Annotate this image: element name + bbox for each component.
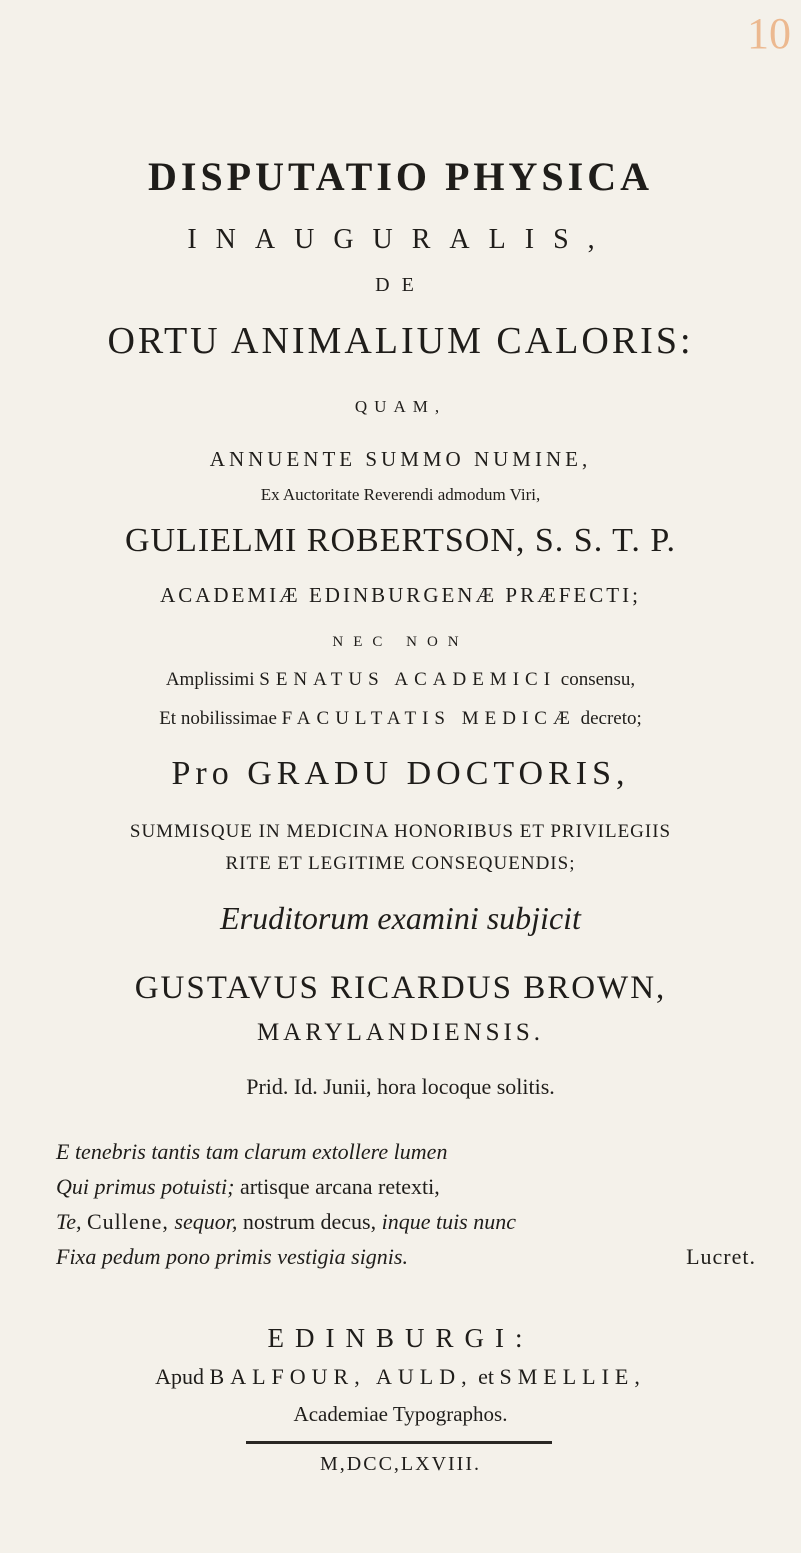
verse-line-3-cullene: Cullene,	[86, 1209, 169, 1234]
verse-line-2-italic: Qui primus potuisti;	[56, 1174, 235, 1199]
printers-et: et	[478, 1364, 494, 1389]
subtitle-inauguralis: INAUGURALIS,	[187, 224, 614, 255]
verse-line-2	[56, 1174, 756, 1200]
nec-non-line: NEC NON	[332, 634, 469, 650]
auctoritate-line: Ex Auctoritate Reverendi admodum Viri,	[260, 485, 541, 504]
eruditorum-line: Eruditorum examini subjicit	[220, 900, 581, 936]
verse-line-3-sequor: sequor,	[174, 1209, 238, 1234]
imprint-place: EDINBURGI:	[267, 1323, 534, 1353]
verse-line-3-tuis: inque tuis nunc	[381, 1209, 517, 1234]
date-of-defense: Prid. Id. Junii, hora locoque solitis.	[246, 1074, 555, 1099]
printers-pre: Apud	[155, 1364, 205, 1389]
rite-line: RITE ET LEGITIME CONSEQUENDIS;	[225, 853, 576, 874]
main-title: DISPUTATIO PHYSICA	[147, 154, 654, 199]
academy-prefect-line: ACADEMIÆ EDINBURGENÆ PRÆFECTI;	[160, 583, 641, 607]
verse-line-4	[56, 1244, 756, 1270]
verse-line-1: E tenebris tantis tam clarum extollere lumen	[56, 1139, 448, 1164]
imprint-rule	[246, 1441, 552, 1444]
verse-attribution: Lucret.	[686, 1244, 756, 1269]
verse-line-4-text: Fixa pedum pono primis vestigia signis.	[56, 1244, 408, 1269]
senatus-line	[0, 669, 801, 691]
facultatis-post: decreto;	[580, 708, 642, 729]
page-number-mark: 10	[747, 9, 791, 58]
dissertation-subject: ORTU ANIMALIUM CALORIS:	[107, 320, 694, 362]
imprint-date: M,DCC,LXVIII.	[320, 1453, 481, 1475]
preposition-de: DE	[375, 274, 426, 296]
senatus-pre: Amplissimi	[165, 669, 255, 690]
senatus-post: consensu,	[560, 669, 636, 690]
verse-line-3	[56, 1209, 756, 1235]
principal-name: GULIELMI ROBERTSON, S. S. T. P.	[125, 522, 676, 559]
annuente-line: ANNUENTE SUMMO NUMINE,	[209, 447, 592, 471]
pro-gradu-line: Pro GRADU DOCTORIS,	[171, 755, 630, 792]
verse-line-3-te: Te,	[56, 1209, 82, 1234]
facultatis-pre: Et nobilissimae	[159, 708, 277, 729]
imprint-typographos: Academiae Typographos.	[293, 1402, 508, 1426]
senatus-caps: SENATUS ACADEMICI	[259, 669, 557, 690]
verse-line-3-decus: nostrum decus,	[242, 1209, 377, 1234]
verse-line-2-rest: artisque arcana retexti,	[239, 1174, 440, 1199]
facultatis-caps: FACULTATIS MEDICÆ	[281, 708, 576, 729]
quam-line: QUAM,	[354, 397, 447, 416]
author-name: GUSTAVUS RICARDUS BROWN,	[134, 970, 667, 1006]
printers-names: BALFOUR, AULD,	[209, 1364, 473, 1389]
facultatis-line	[0, 708, 801, 730]
printers-last: SMELLIE,	[499, 1364, 646, 1389]
author-origin: MARYLANDIENSIS.	[256, 1019, 545, 1046]
honoribus-line: SUMMISQUE IN MEDICINA HONORIBUS ET PRIVILEGIIS	[129, 821, 672, 842]
imprint-printers	[0, 1364, 801, 1390]
